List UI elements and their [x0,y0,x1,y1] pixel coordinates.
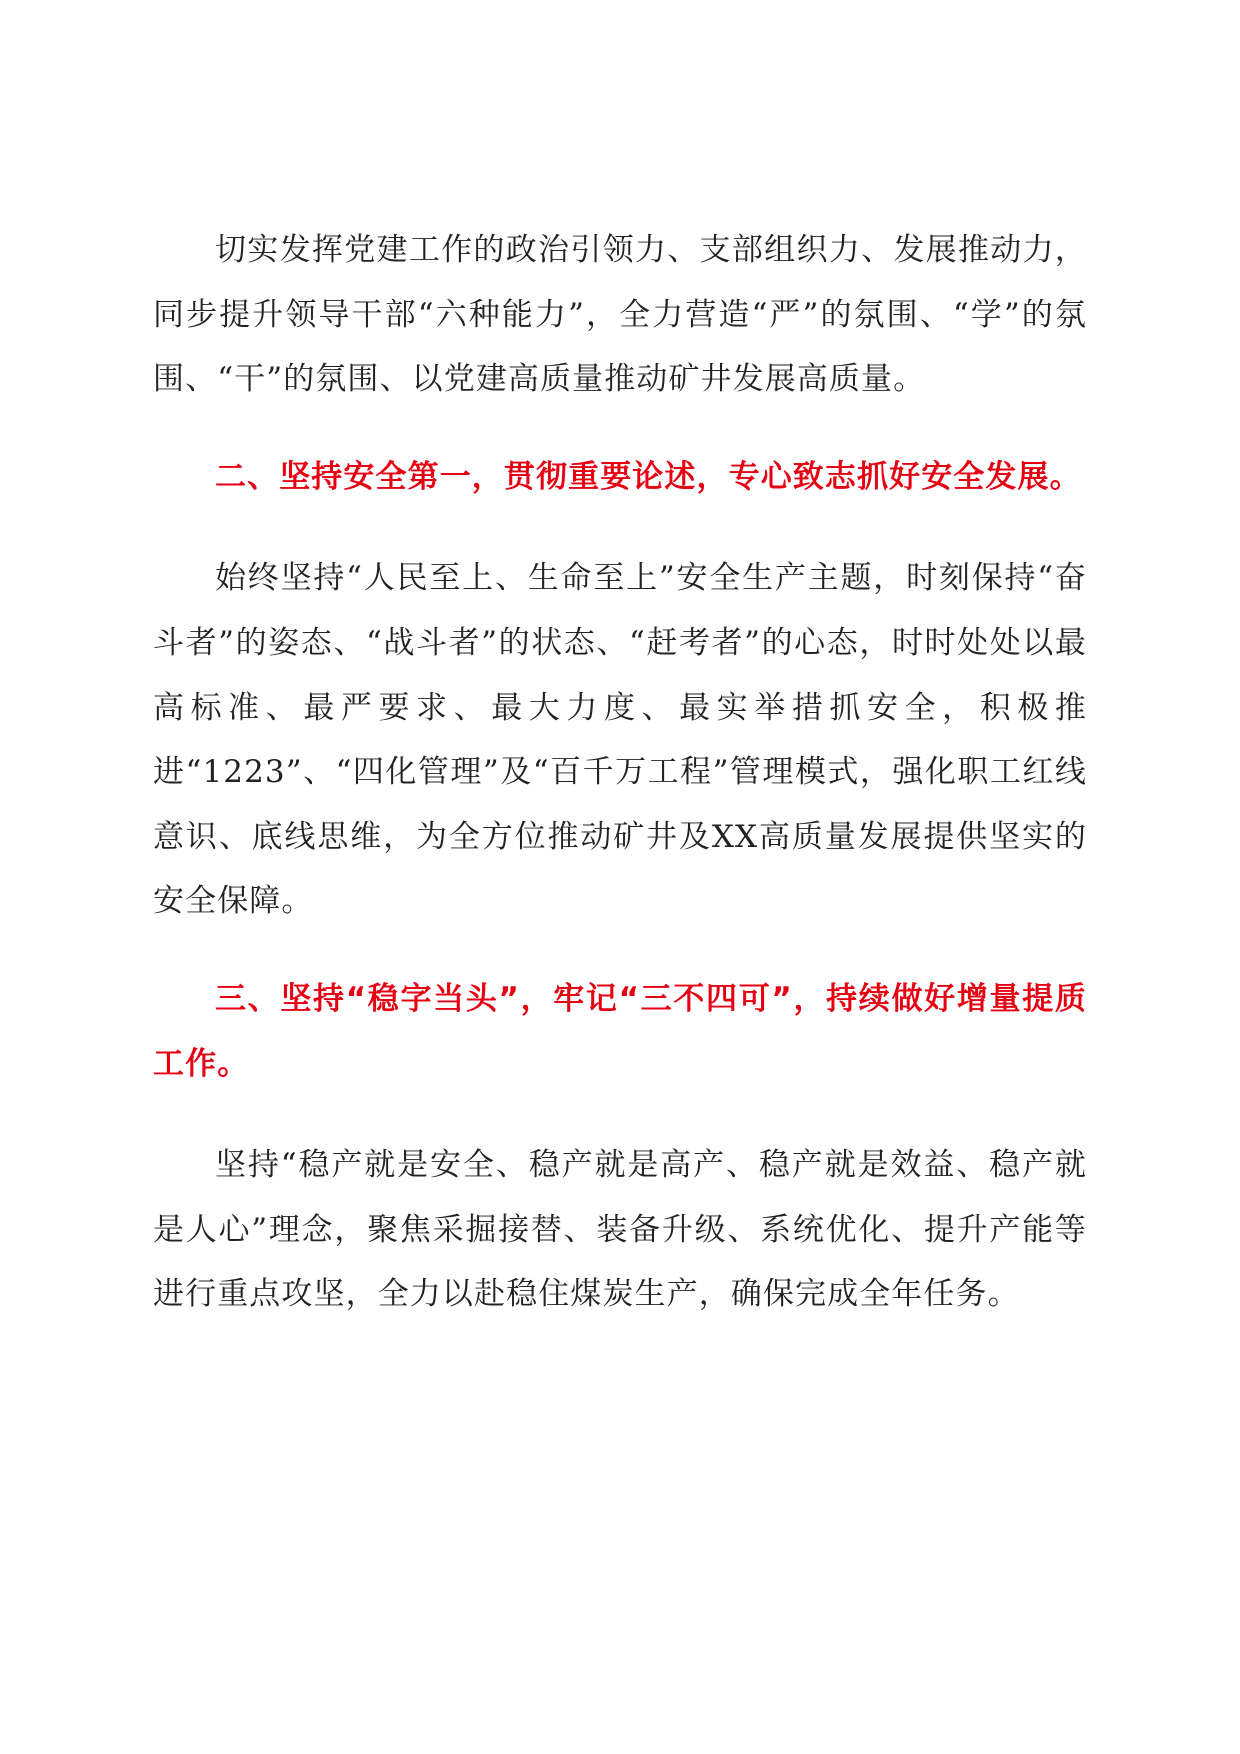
body-paragraph-party-building: 切实发挥党建工作的政治引领力、支部组织力、发展推动力，同步提升领导干部“六种能力”，全力营造“严”的氛围、“学”的氛围、“干”的氛围、以党建高质量推动矿井发展高质量。 [153,232,1087,398]
body-paragraph-safety: 始终坚持“人民至上、生命至上”安全生产主题，时刻保持“奋斗者”的姿态、“战斗者”的状态、“赶考者”的心态，时时处处以最高标准、最严要求、最大力度、最实举措抓安全，积极推进“1223”、“四化管理”及“百千万工程”管理模式，强化职工红线意识、底线思维，为全方位推动矿井及XX高质量发展提供坚实的安全保障。 [153,560,1087,920]
body-paragraph-stable-production: 坚持“稳产就是安全、稳产就是高产、稳产就是效益、稳产就是人心”理念，聚焦采掘接替、装备升级、系统优化、提升产能等进行重点攻坚，全力以赴稳住煤炭生产，确保完成全年任务。 [153,1147,1087,1313]
section-heading-stable-production: 三、坚持“稳字当头”，牢记“三不四可”，持续做好增量提质工作。 [153,980,1087,1082]
document-page [153,218,1087,1327]
section-heading-safety: 二、坚持安全第一，贯彻重要论述，专心致志抓好安全发展。 [215,458,1082,495]
